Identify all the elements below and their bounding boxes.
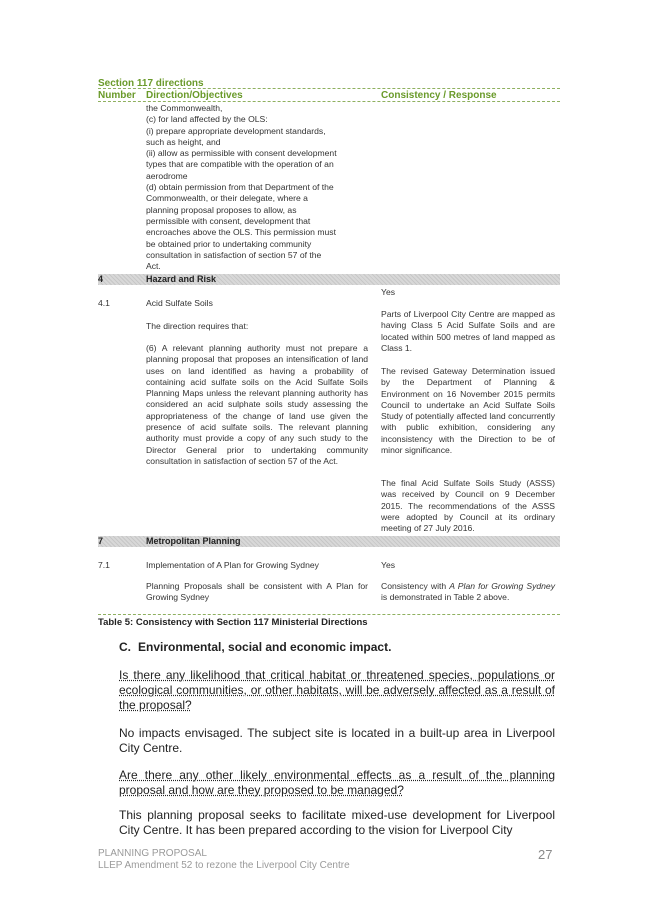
group-band-metropolitan-planning — [98, 536, 560, 547]
group-number: 4 — [98, 274, 104, 284]
response-paragraph: Consistency with A Plan for Growing Sydney is demonstrated in Table 2 above. — [381, 581, 555, 603]
row-title: Acid Sulfate Soils — [146, 298, 213, 308]
section-c-letter: C. — [119, 640, 131, 654]
group-number: 7 — [98, 536, 104, 546]
group-title: Hazard and Risk — [146, 274, 217, 284]
section-c-heading: Environmental, social and economic impact. — [138, 640, 392, 654]
answer-environmental-effects: This planning proposal seeks to facilitate mixed-use development for Liverpool City Centre. It has been prepared according to the vision for Liverpool City — [119, 808, 555, 837]
group-title: Metropolitan Planning — [146, 536, 241, 546]
response-paragraph: Parts of Liverpool City Centre are mapped as having Class 5 Acid Sulfate Soils and are located within 500 metres of land mapped as Class 1. — [381, 309, 555, 353]
col-header-direction: Direction/Objectives — [146, 90, 243, 101]
page-number: 27 — [538, 847, 553, 862]
continued-direction-text: the Commonwealth, (c) for land affected by the OLS: (i) prepare appropriate development standards, such as height, and (ii) allow as permissible with consent development types that are compatible with the operation of an aerodrome (d) obtain permission from that Department of the Commonwealth, or their delegate, where a planning proposal proposes to allow, as permissible with consent, development that encroaches above the OLS. This permission must be obtained prior to undertaking community consultation in satisfaction of section 57 of the Act. — [146, 103, 337, 272]
row-intro: The direction requires that: — [146, 321, 249, 331]
footer-subtitle: LLEP Amendment 52 to rezone the Liverpool City Centre — [98, 860, 350, 871]
table-caption: Table 5: Consistency with Section 117 Ministerial Directions — [98, 617, 368, 628]
row-number: 4.1 — [98, 298, 110, 308]
response-yes: Yes — [381, 287, 396, 297]
table-bottom-rule — [98, 614, 560, 615]
table-header-rule — [98, 101, 560, 102]
response-paragraph: The revised Gateway Determination issued by the Department of Planning & Environment on 16 November 2015 permits Council to undertake an Acid Sulfate Soils Study of potentially affected land concurrently with public exhibition, considering any inconsistency with the Direction to be of minor significance. — [381, 366, 555, 456]
question-habitat: Is there any likelihood that critical habitat or threatened species, populations or ecological communities, or other habitats, will be adversely affected as a result of the proposal? — [119, 668, 555, 712]
answer-habitat: No impacts envisaged. The subject site is located in a built-up area in Liverpool City Centre. — [119, 726, 555, 755]
col-header-number: Number — [98, 90, 136, 101]
footer-title: PLANNING PROPOSAL — [98, 848, 207, 859]
group-band-hazard-risk — [98, 274, 560, 285]
row-direction-body: (6) A relevant planning authority must not prepare a planning proposal that proposes an intensification of land uses on land identified as having a probability of containing acid sulfate soils on the Acid Sulfate Soils Planning Maps unless the relevant planning authority has considered an acid sulphate soils study assessing the appropriateness of the change of land use given the presence of acid sulfate soils. The relevant planning authority must provide a copy of any such study to the Director General prior to undertaking community consultation in satisfaction of section 57 of the Act. — [146, 343, 368, 466]
col-header-consistency: Consistency / Response — [381, 90, 497, 101]
response-yes: Yes — [381, 560, 396, 570]
question-environmental-effects: Are there any other likely environmental effects as a result of the planning proposal and how are they proposed to be managed? — [119, 768, 555, 797]
table-top-rule — [98, 88, 560, 89]
response-paragraph: The final Acid Sulfate Soils Study (ASSS) was received by Council on 9 December 2015. The recommendations of the ASSS were adopted by Council at its ordinary meeting of 27 July 2016. — [381, 478, 555, 534]
row-direction-body: Planning Proposals shall be consistent with A Plan for Growing Sydney — [146, 581, 368, 603]
row-number: 7.1 — [98, 560, 110, 570]
row-title: Implementation of A Plan for Growing Sydney — [146, 560, 319, 570]
table-section-title: Section 117 directions — [98, 78, 204, 89]
